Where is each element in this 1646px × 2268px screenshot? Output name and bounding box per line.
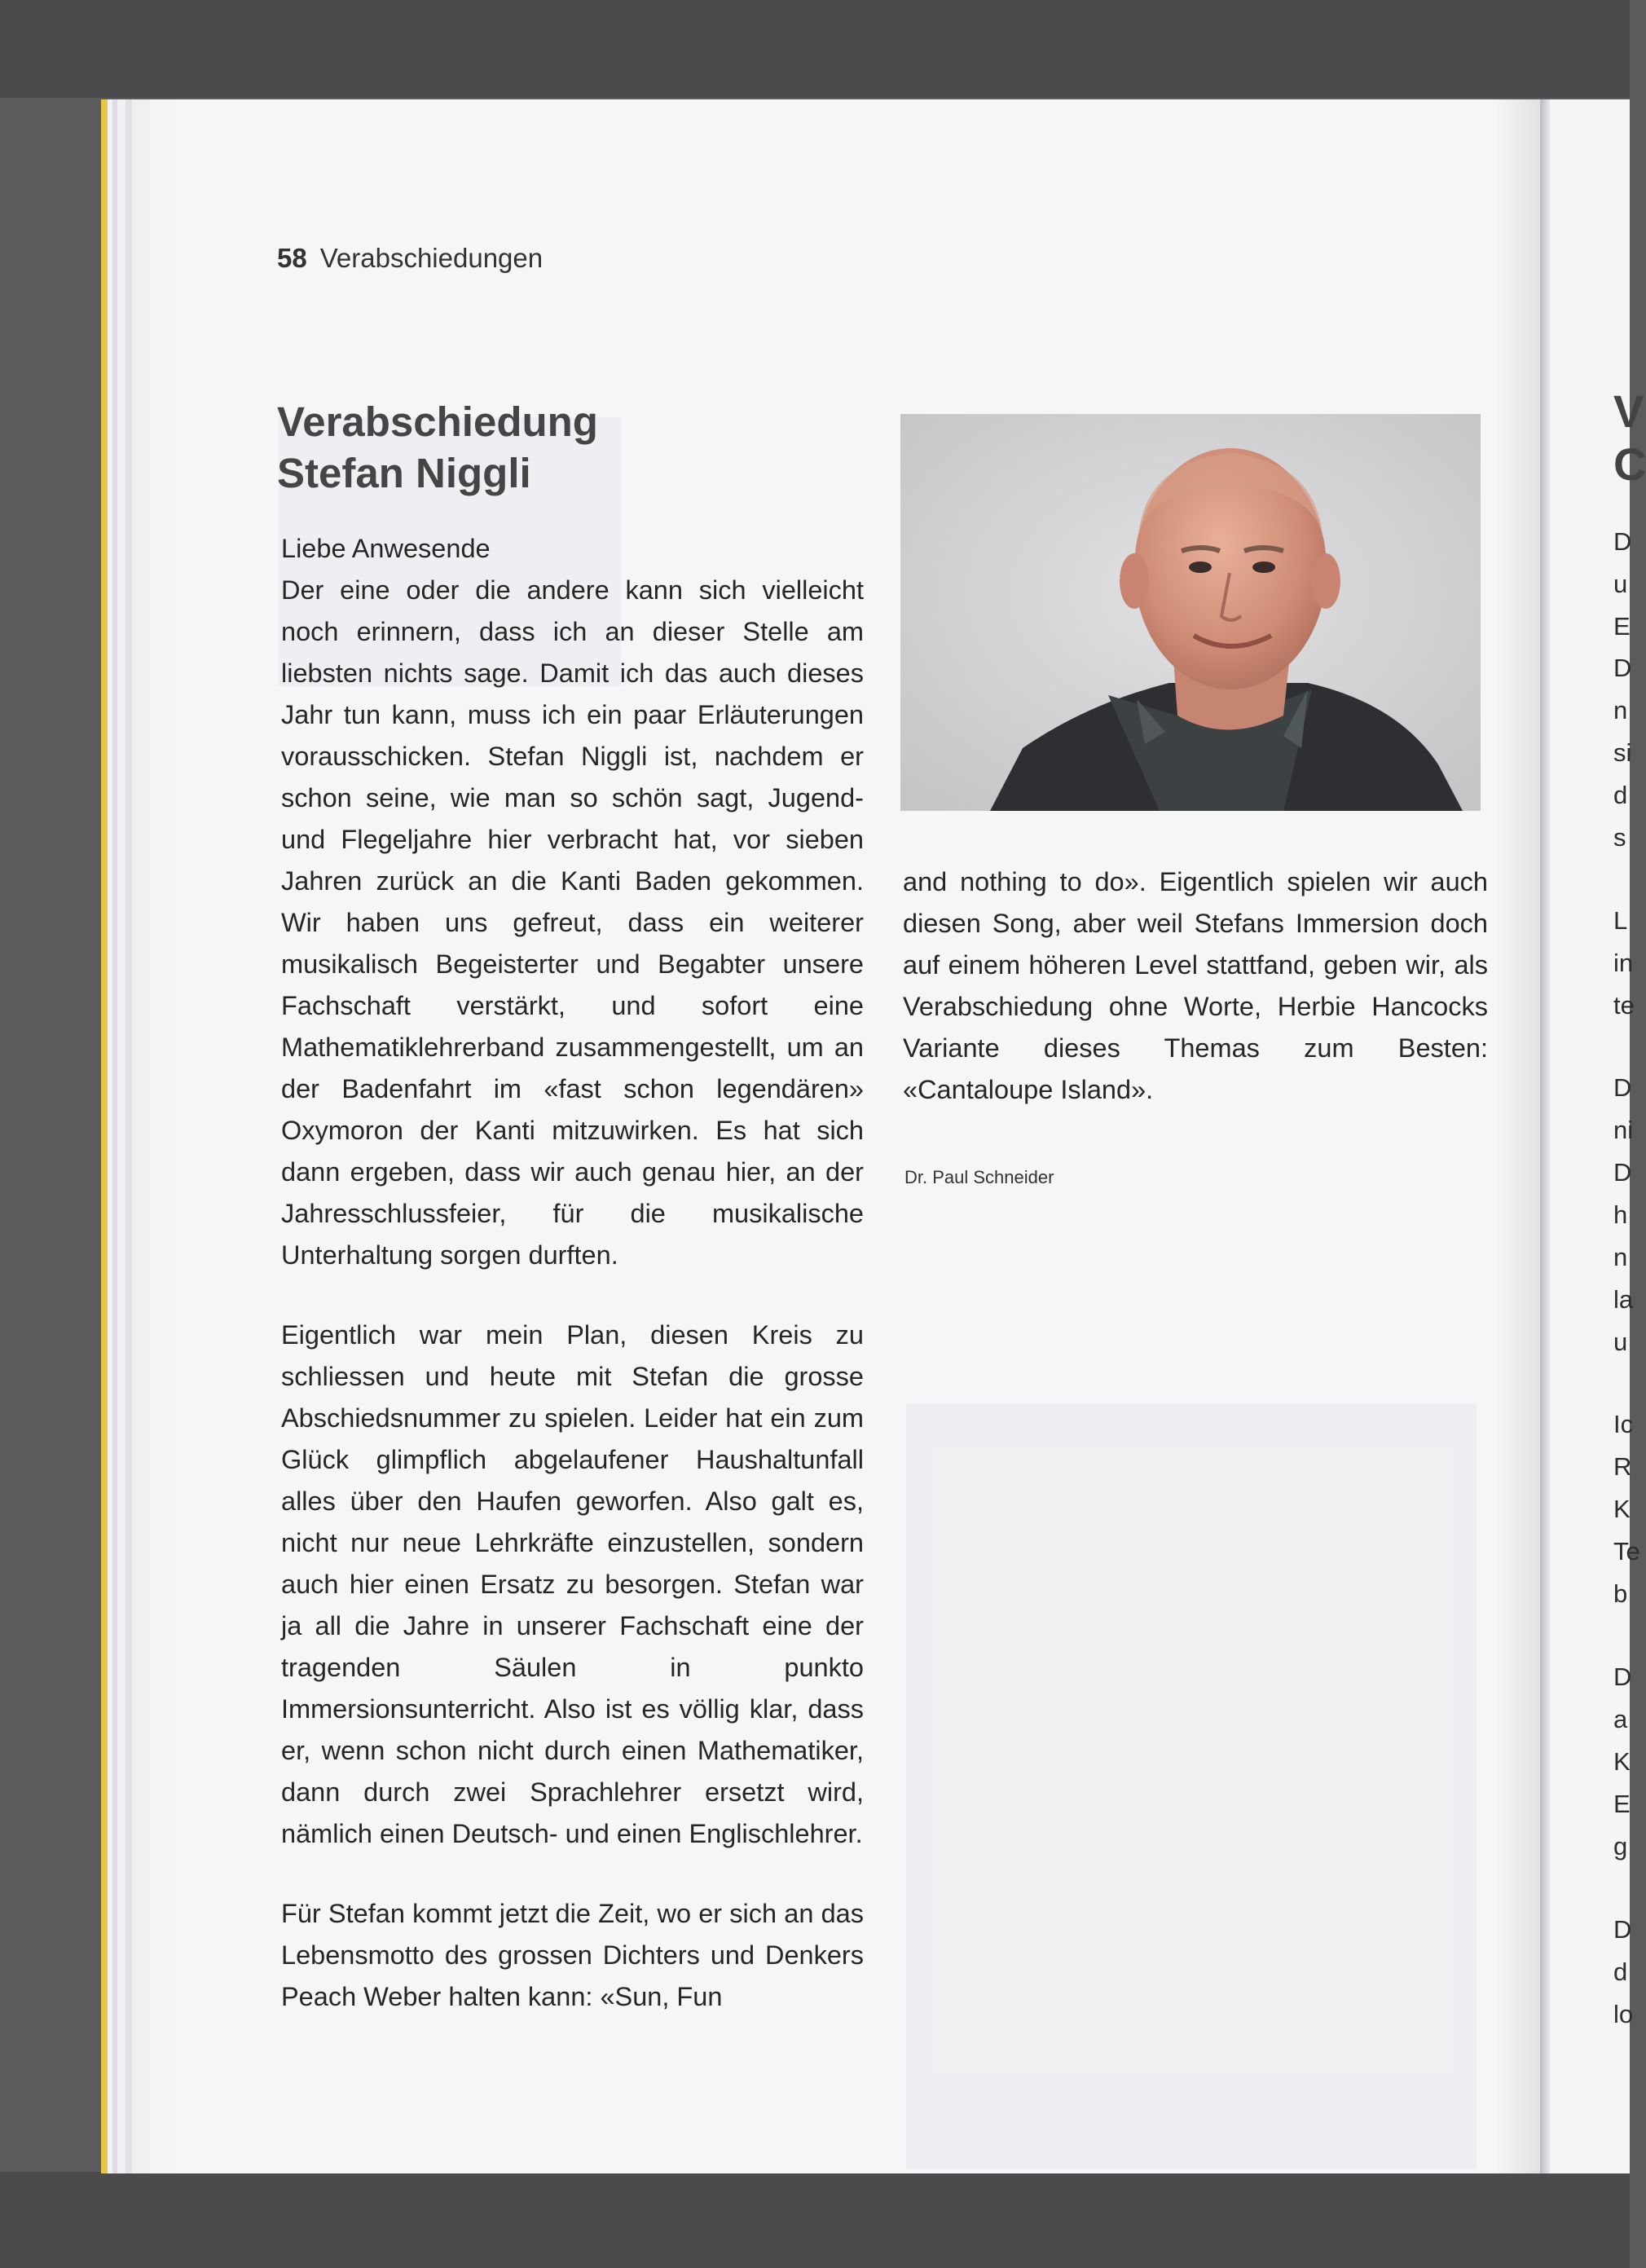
next-page-fragment: D [1613,1662,1632,1691]
author-signature: Dr. Paul Schneider [904,1167,1054,1187]
next-page-fragment: D [1613,527,1632,556]
article-title [277,396,799,499]
next-page-fragment: ni [1613,1116,1634,1144]
next-page-edge [1550,99,1646,2173]
next-page-fragment: lo [1613,2000,1634,2028]
scan-background-top [0,0,1630,98]
next-page-fragment: E [1613,612,1631,641]
title-line-2: Stefan Niggli [277,450,531,496]
next-page-fragment: u [1613,1328,1628,1356]
next-page-fragment: a [1613,1705,1628,1733]
gutter-shadow [1495,99,1544,2173]
next-page-fragment: C [1613,438,1646,490]
paragraph-1-text: Der eine oder die andere kann sich vielleicht noch erinnern, dass ich an dieser Stelle am liebsten nichts sage. Damit ich das auch dieses Jahr tun kann, muss ich ein paar Erläuterungen vorausschicken. Stefan Niggli ist, nachdem er schon seine, wie man so schön sagt, Jugend- und Flegeljahre hier verbracht hat, vor sieben Jahren zurück an die Kanti Baden gekommen. Wir haben uns gefreut, dass ein weiterer musikalisch Begeisterter und Begabter unsere Fachschaft verstärkt, und sofort eine Mathematiklehrerband zusammengestellt, um an der Badenfahrt im «fast schon legendären» Oxymoron der Kanti mitzuwirken. Es hat sich dann ergeben, dass wir auch genau hier, an der Jahresschlussfeier, für die musikalische Unterhaltung sorgen durften. [281,575,864,1270]
page-edges [101,99,174,2173]
scan-background-bottom [0,2172,1630,2268]
portrait-photo [900,414,1481,811]
paragraph-1 [281,528,864,1276]
running-header [277,243,543,274]
next-page-fragment: d [1613,1958,1628,1986]
next-page-fragment: E [1613,1790,1631,1818]
next-page-fragment: in [1613,949,1634,977]
next-page-fragment: R [1613,1452,1632,1481]
next-page-fragment: D [1613,1073,1632,1102]
next-page-fragment: n [1613,1243,1628,1271]
next-page-fragment: g [1613,1832,1628,1861]
next-page-fragment: Te [1613,1537,1640,1566]
next-page-fragment: L [1613,906,1628,935]
next-page-fragment: D [1613,1915,1632,1944]
next-page-fragment: K [1613,1495,1631,1523]
next-page-fragment: V [1613,385,1644,437]
show-through [906,1403,1477,2169]
paragraph-3: Für Stefan kommt jetzt die Zeit, wo er sich an das Lebensmotto des grossen Dichters und Denkers Peach Weber halten kann: «Sun, Fun [281,1899,864,2011]
next-page-fragment: b [1613,1579,1628,1608]
next-page-fragment: D [1613,654,1632,682]
next-page-fragment: Ic [1613,1410,1634,1438]
next-page-fragment: h [1613,1200,1628,1229]
paragraph-3-continued: and nothing to do». Eigentlich spielen wir auch diesen Song, aber weil Stefans Immersion doch auf einem höheren Level stattfand, geben wir, als Verabschiedung ohne Worte, Herbie Hancocks Variante dieses Themas zum Besten: «Cantaloupe Island». [903,867,1488,1104]
page-number: 58 [277,243,307,273]
left-column [281,528,864,2018]
next-page-fragment: d [1613,781,1628,809]
next-page-fragment: te [1613,991,1635,1019]
paragraph-2: Eigentlich war mein Plan, diesen Kreis zu schliessen und heute mit Stefan die grosse Abschiedsnummer zu spielen. Leider hat ein zum Glück glimpflich abgelaufener Haushaltunfall alles über den Haufen geworfen. Also galt es, nicht nur neue Lehrkräfte einzustellen, sondern auch hier einen Ersatz zu besorgen. Stefan war ja all die Jahre in unserer Fachschaft eine der tragenden Säulen in punkto Immersionsunterricht. Also ist es völlig klar, dass er, wenn schon nicht durch einen Mathematiker, dann durch zwei Sprachlehrer ersetzt wird, nämlich einen Deutsch- und einen Englischlehrer. [281,1320,864,1848]
next-page-fragment: si [1613,738,1632,767]
greeting: Liebe Anwesende [281,534,491,563]
next-page-fragment: n [1613,696,1628,724]
section-title: Verabschiedungen [319,243,544,273]
title-line-1: Verabschiedung [277,399,598,445]
next-page-fragment: D [1613,1158,1632,1187]
next-page-fragment: u [1613,570,1628,598]
next-page-fragment: K [1613,1747,1631,1776]
next-page-fragment: la [1613,1285,1634,1314]
next-page-fragment: s [1613,823,1626,852]
book-spine [1540,99,1550,2173]
